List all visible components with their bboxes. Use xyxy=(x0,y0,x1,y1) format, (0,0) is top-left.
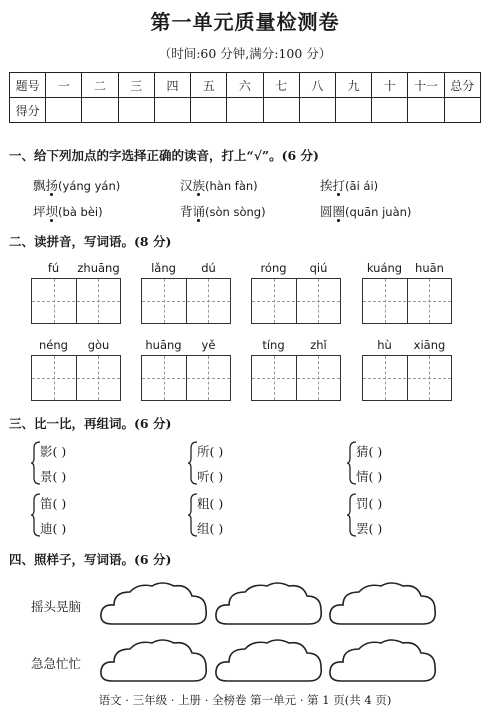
score-header-cell: 一 xyxy=(46,73,82,98)
q3-word-field[interactable]: 罚( ) xyxy=(356,496,383,511)
q2-pinyin: huāng xyxy=(145,338,182,352)
score-table-header-row xyxy=(10,73,481,98)
q1-item-options[interactable]: (yáng yán) xyxy=(58,179,121,193)
q2-writing-box[interactable] xyxy=(31,355,121,401)
score-header-cell: 题号 xyxy=(10,73,46,98)
q2-pinyin: hù xyxy=(377,338,392,352)
q1-heading: 一、给下列加点的字选择正确的读音，打上“√”。(6 分) xyxy=(9,148,319,163)
q4-example-word: 摇头晃脑 xyxy=(31,599,82,614)
page-title: 第一单元质量检测卷 xyxy=(150,10,340,34)
q4-heading: 四、照样子，写词语。(6 分) xyxy=(9,552,172,567)
q4-example-word: 急急忙忙 xyxy=(31,656,82,671)
q1-item-dotted-char: 扬 xyxy=(45,178,59,193)
q3-word-field[interactable]: 情( ) xyxy=(356,469,383,484)
score-table xyxy=(9,72,481,123)
q1-item[interactable] xyxy=(320,202,411,220)
q2-writing-box[interactable] xyxy=(141,278,231,324)
q1-item[interactable] xyxy=(33,176,120,194)
score-input-cell[interactable] xyxy=(263,98,299,123)
q1-item-options[interactable]: (āi ái) xyxy=(345,179,379,193)
q1-item-options[interactable]: (bà bèi) xyxy=(58,205,103,219)
score-header-cell: 九 xyxy=(335,73,371,98)
q2-pinyin: dú xyxy=(201,261,216,275)
q3-word-field[interactable]: 景( ) xyxy=(40,469,67,484)
q1-item-char: 圆 xyxy=(320,204,333,219)
q2-writing-box[interactable] xyxy=(362,278,452,324)
q1-item[interactable] xyxy=(320,176,378,194)
score-header-cell: 二 xyxy=(82,73,118,98)
q1-item[interactable] xyxy=(180,176,258,194)
score-input-cell[interactable] xyxy=(227,98,263,123)
score-input-cell[interactable] xyxy=(191,98,227,123)
score-input-cell[interactable] xyxy=(154,98,190,123)
score-header-cell: 三 xyxy=(118,73,154,98)
score-header-cell: 十一 xyxy=(408,73,444,98)
cloud-answer-box[interactable] xyxy=(327,637,439,687)
q3-heading: 三、比一比，再组词。(6 分) xyxy=(9,416,172,431)
q3-word-field[interactable]: 粗( ) xyxy=(197,496,224,511)
page-subtitle: （时间:60 分钟,满分:100 分） xyxy=(158,46,332,61)
score-row-label: 得分 xyxy=(10,98,46,123)
score-input-cell[interactable] xyxy=(335,98,371,123)
q1-item-char: 背 xyxy=(180,204,193,219)
q1-item-char: 坪 xyxy=(33,204,46,219)
q2-writing-box[interactable] xyxy=(31,278,121,324)
q1-item-dotted-char: 坝 xyxy=(45,204,59,219)
q2-pinyin: fú xyxy=(47,261,60,275)
score-input-cell[interactable] xyxy=(408,98,444,123)
q2-pinyin: gòu xyxy=(87,338,110,352)
score-input-cell[interactable] xyxy=(372,98,408,123)
q3-word-field[interactable]: 罢( ) xyxy=(356,521,383,536)
q2-pinyin: xiāng xyxy=(413,338,446,352)
score-input-cell[interactable] xyxy=(82,98,118,123)
q2-pinyin: róng xyxy=(260,261,287,275)
q1-item[interactable] xyxy=(180,202,266,220)
q2-writing-box[interactable] xyxy=(251,278,341,324)
q1-item-char: 飘 xyxy=(33,178,46,193)
q1-item-options[interactable]: (sòn sòng) xyxy=(205,205,266,219)
score-header-cell: 六 xyxy=(227,73,263,98)
q1-item[interactable] xyxy=(33,202,103,220)
q1-item-options[interactable]: (quān juàn) xyxy=(345,205,412,219)
q2-writing-box[interactable] xyxy=(141,355,231,401)
cloud-answer-box[interactable] xyxy=(327,580,439,630)
score-header-cell: 五 xyxy=(191,73,227,98)
cloud-answer-box[interactable] xyxy=(98,637,210,687)
q2-writing-box[interactable] xyxy=(362,355,452,401)
page-footer: 语文 · 三年级 · 上册 · 全榜卷 第一单元 · 第 1 页(共 4 页) xyxy=(98,693,392,707)
q2-pinyin: zhuāng xyxy=(77,261,120,275)
q2-pinyin: qiú xyxy=(309,261,328,275)
score-input-cell[interactable] xyxy=(118,98,154,123)
score-input-cell[interactable] xyxy=(46,98,82,123)
score-header-cell: 十 xyxy=(372,73,408,98)
q1-item-dotted-char: 圈 xyxy=(332,204,346,219)
q1-item-char: 挨 xyxy=(320,178,333,193)
score-input-cell[interactable] xyxy=(299,98,335,123)
q1-item-char: 汉 xyxy=(180,178,193,193)
q1-item-dotted-char: 诵 xyxy=(192,204,206,219)
q2-pinyin: néng xyxy=(39,338,68,352)
q3-word-field[interactable]: 猜( ) xyxy=(356,444,383,459)
q1-item-dotted-char: 族 xyxy=(192,178,206,193)
cloud-answer-box[interactable] xyxy=(98,580,210,630)
q3-word-field[interactable]: 所( ) xyxy=(197,444,224,459)
score-header-cell: 七 xyxy=(263,73,299,98)
q1-item-dotted-char: 打 xyxy=(332,178,346,193)
score-input-cell[interactable] xyxy=(444,98,480,123)
q2-pinyin: kuáng xyxy=(366,261,403,275)
q3-word-field[interactable]: 听( ) xyxy=(197,469,224,484)
q1-item-options[interactable]: (hàn fàn) xyxy=(205,179,258,193)
q3-word-field[interactable]: 组( ) xyxy=(197,521,224,536)
score-header-cell: 四 xyxy=(154,73,190,98)
cloud-answer-box[interactable] xyxy=(213,637,325,687)
q2-pinyin: tíng xyxy=(262,338,285,352)
q2-writing-box[interactable] xyxy=(251,355,341,401)
cloud-answer-box[interactable] xyxy=(213,580,325,630)
q2-pinyin: lǎng xyxy=(151,261,176,275)
q2-pinyin: yě xyxy=(201,338,216,352)
q2-pinyin: zhǐ xyxy=(310,338,327,352)
score-table-score-row xyxy=(10,98,481,123)
q3-word-field[interactable]: 迪( ) xyxy=(40,521,67,536)
score-header-cell: 八 xyxy=(299,73,335,98)
q2-heading: 二、读拼音，写词语。(8 分) xyxy=(9,234,172,249)
q2-pinyin: huān xyxy=(415,261,444,275)
q3-word-field[interactable]: 影( ) xyxy=(40,444,67,459)
q3-word-field[interactable]: 笛( ) xyxy=(40,496,67,511)
score-header-cell: 总分 xyxy=(444,73,480,98)
